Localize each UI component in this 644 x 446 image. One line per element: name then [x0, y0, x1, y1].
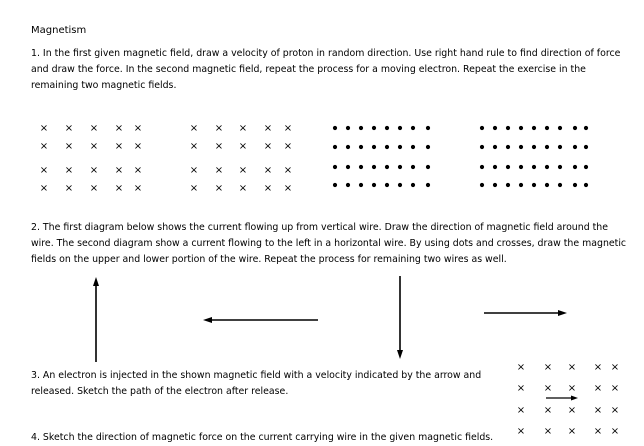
field-dot-symbol — [558, 183, 562, 187]
field-cross-symbol: × — [214, 165, 224, 176]
field-cross-symbol: × — [567, 405, 577, 416]
field-dot-symbol — [398, 145, 402, 149]
field-dot-symbol — [426, 126, 430, 130]
field-cross-symbol: × — [516, 426, 526, 437]
field-dot-symbol — [558, 165, 562, 169]
q2-wire-2-left — [203, 317, 318, 323]
q1-field-4-dots — [480, 126, 588, 187]
field-cross-symbol: × — [238, 183, 248, 194]
field-cross-symbol: × — [543, 426, 553, 437]
field-cross-symbol: × — [189, 165, 199, 176]
field-cross-symbol: × — [610, 405, 620, 416]
q2-wire-4-right — [484, 310, 567, 316]
field-cross-symbol: × — [283, 123, 293, 134]
field-cross-symbol: × — [39, 183, 49, 194]
field-dot-symbol — [372, 145, 376, 149]
field-dot-symbol — [372, 183, 376, 187]
field-dot-symbol — [573, 145, 577, 149]
field-cross-symbol: × — [39, 123, 49, 134]
field-dot-symbol — [385, 165, 389, 169]
q2-wire-3-down — [397, 276, 403, 359]
field-cross-symbol: × — [189, 123, 199, 134]
field-cross-symbol: × — [39, 165, 49, 176]
field-dot-symbol — [346, 183, 350, 187]
field-cross-symbol: × — [593, 383, 603, 394]
field-dot-symbol — [359, 126, 363, 130]
field-dot-symbol — [359, 165, 363, 169]
field-dot-symbol — [333, 145, 337, 149]
field-dot-symbol — [584, 145, 588, 149]
field-dot-symbol — [584, 165, 588, 169]
field-dot-symbol — [372, 165, 376, 169]
field-cross-symbol: × — [567, 383, 577, 394]
field-dot-symbol — [480, 183, 484, 187]
field-dot-symbol — [573, 183, 577, 187]
q1-field-1-crosses — [40, 123, 142, 194]
field-cross-symbol: × — [543, 383, 553, 394]
question-2-text: 2. The first diagram below shows the current flowing up from vertical wire. Draw the direction of magnetic field around the wire. The second diagram show a current flowing to the left in a horizontal wire. By using dots and crosses, draw the magnetic fields on the upper and lower portion of the wire. Repeat the process for remaining two wires as well. — [31, 222, 627, 265]
field-dot-symbol — [506, 145, 510, 149]
field-cross-symbol: × — [593, 405, 603, 416]
field-dot-symbol — [506, 126, 510, 130]
field-dot-symbol — [532, 126, 536, 130]
field-dot-symbol — [346, 126, 350, 130]
question-4-text: 4. Sketch the direction of magnetic force on the current carrying wire in the given magnetic fields. — [31, 432, 494, 443]
field-dot-symbol — [385, 183, 389, 187]
field-dot-symbol — [573, 165, 577, 169]
field-cross-symbol: × — [238, 141, 248, 152]
field-cross-symbol: × — [133, 183, 143, 194]
field-cross-symbol: × — [64, 165, 74, 176]
field-cross-symbol: × — [263, 141, 273, 152]
field-dot-symbol — [398, 126, 402, 130]
field-cross-symbol: × — [610, 383, 620, 394]
q3-velocity-arrow — [546, 396, 578, 401]
field-dot-symbol — [333, 126, 337, 130]
page-title: Magnetism — [31, 25, 87, 36]
field-cross-symbol: × — [593, 426, 603, 437]
field-cross-symbol: × — [543, 405, 553, 416]
field-cross-symbol: × — [64, 123, 74, 134]
field-cross-symbol: × — [114, 141, 124, 152]
field-cross-symbol: × — [283, 183, 293, 194]
field-dot-symbol — [480, 145, 484, 149]
field-dot-symbol — [584, 126, 588, 130]
field-dot-symbol — [493, 126, 497, 130]
field-cross-symbol: × — [516, 362, 526, 373]
field-cross-symbol: × — [593, 362, 603, 373]
field-cross-symbol: × — [89, 141, 99, 152]
field-dot-symbol — [545, 183, 549, 187]
field-cross-symbol: × — [64, 183, 74, 194]
field-dot-symbol — [346, 145, 350, 149]
field-cross-symbol: × — [263, 165, 273, 176]
field-dot-symbol — [385, 126, 389, 130]
field-cross-symbol: × — [114, 123, 124, 134]
field-dot-symbol — [426, 165, 430, 169]
field-dot-symbol — [545, 165, 549, 169]
field-cross-symbol: × — [610, 362, 620, 373]
question-1-text: 1. In the first given magnetic field, draw a velocity of proton in random direction. Use right hand rule to find direction of force and draw the force. In the second magnetic field, repeat the process for a moving electron. Repeat the exercise in the remaining two magnetic fields. — [31, 48, 621, 91]
field-cross-symbol: × — [89, 183, 99, 194]
field-cross-symbol: × — [543, 362, 553, 373]
field-dot-symbol — [519, 165, 523, 169]
field-dot-symbol — [493, 165, 497, 169]
q2-wire-1-up — [93, 277, 99, 362]
field-cross-symbol: × — [516, 383, 526, 394]
field-cross-symbol: × — [114, 183, 124, 194]
field-dot-symbol — [519, 126, 523, 130]
field-dot-symbol — [573, 126, 577, 130]
field-cross-symbol: × — [189, 183, 199, 194]
field-cross-symbol: × — [39, 141, 49, 152]
field-cross-symbol: × — [89, 165, 99, 176]
field-dot-symbol — [411, 183, 415, 187]
field-dot-symbol — [545, 126, 549, 130]
field-cross-symbol: × — [114, 165, 124, 176]
field-dot-symbol — [398, 183, 402, 187]
field-cross-symbol: × — [189, 141, 199, 152]
field-cross-symbol: × — [516, 405, 526, 416]
field-cross-symbol: × — [283, 165, 293, 176]
field-dot-symbol — [532, 165, 536, 169]
field-dot-symbol — [532, 145, 536, 149]
field-cross-symbol: × — [238, 165, 248, 176]
field-dot-symbol — [532, 183, 536, 187]
q1-field-3-dots — [333, 126, 430, 187]
field-cross-symbol: × — [238, 123, 248, 134]
field-dot-symbol — [426, 183, 430, 187]
field-dot-symbol — [411, 145, 415, 149]
field-dot-symbol — [519, 183, 523, 187]
field-dot-symbol — [545, 145, 549, 149]
field-cross-symbol: × — [133, 165, 143, 176]
field-dot-symbol — [584, 183, 588, 187]
field-dot-symbol — [385, 145, 389, 149]
field-cross-symbol: × — [567, 362, 577, 373]
field-cross-symbol: × — [64, 141, 74, 152]
field-cross-symbol: × — [133, 141, 143, 152]
field-dot-symbol — [372, 126, 376, 130]
field-dot-symbol — [333, 183, 337, 187]
field-cross-symbol: × — [283, 141, 293, 152]
field-dot-symbol — [493, 145, 497, 149]
field-dot-symbol — [398, 165, 402, 169]
field-dot-symbol — [558, 145, 562, 149]
q3-field-crosses — [517, 362, 619, 437]
field-cross-symbol: × — [567, 426, 577, 437]
field-dot-symbol — [558, 126, 562, 130]
field-dot-symbol — [359, 145, 363, 149]
field-dot-symbol — [333, 165, 337, 169]
q1-field-2-crosses — [190, 123, 292, 194]
field-dot-symbol — [506, 165, 510, 169]
field-dot-symbol — [506, 183, 510, 187]
field-dot-symbol — [346, 165, 350, 169]
field-dot-symbol — [480, 126, 484, 130]
field-dot-symbol — [411, 126, 415, 130]
question-3-text: 3. An electron is injected in the shown magnetic field with a velocity indicated by the arrow and released. Sketch the path of the electron after release. — [31, 370, 482, 397]
field-cross-symbol: × — [263, 123, 273, 134]
field-cross-symbol: × — [89, 123, 99, 134]
field-dot-symbol — [493, 183, 497, 187]
field-cross-symbol: × — [263, 183, 273, 194]
field-cross-symbol: × — [214, 123, 224, 134]
field-dot-symbol — [359, 183, 363, 187]
field-dot-symbol — [480, 165, 484, 169]
field-cross-symbol: × — [610, 426, 620, 437]
field-cross-symbol: × — [214, 183, 224, 194]
field-cross-symbol: × — [214, 141, 224, 152]
field-dot-symbol — [426, 145, 430, 149]
field-cross-symbol: × — [133, 123, 143, 134]
field-dot-symbol — [519, 145, 523, 149]
field-dot-symbol — [411, 165, 415, 169]
